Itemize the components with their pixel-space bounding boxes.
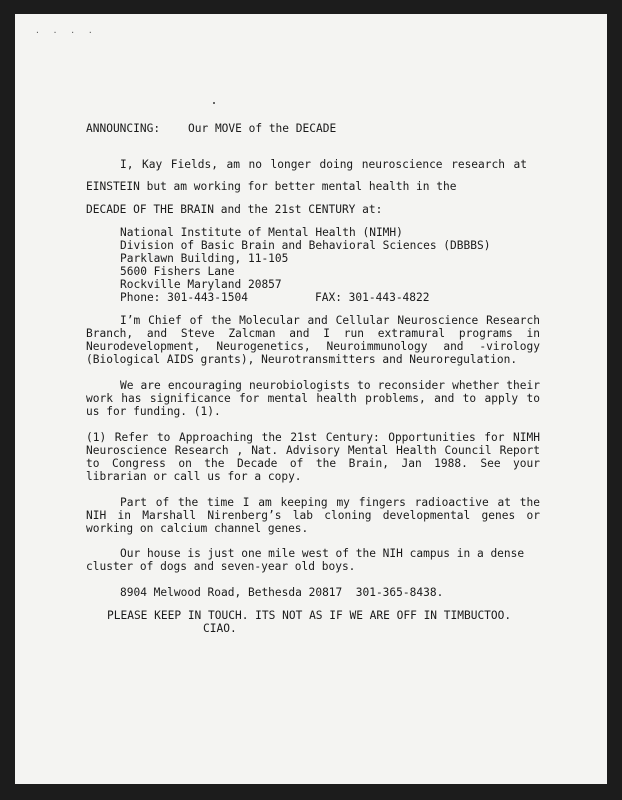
intro-line-3: DECADE OF THE BRAIN and the 21st CENTURY at:: [86, 203, 383, 216]
footnote-line-2: Neuroscience Research , Nat. Advisory Mental Health Council Report: [86, 444, 540, 457]
announcing-label: ANNOUNCING:: [86, 122, 161, 135]
footnote-line-4: librarian or call us for a copy.: [86, 470, 302, 483]
home-address: 8904 Melwood Road, Bethesda 20817 301-365-8438.: [120, 586, 444, 599]
house-line-2: cluster of dogs and seven-year old boys.: [86, 560, 356, 573]
chief-line-3: Neurodevelopment, Neurogenetics, Neuroimmunology and -virology: [86, 340, 540, 353]
intro-line-2: EINSTEIN but am working for better mental health in the: [86, 180, 457, 193]
announcing-title: Our MOVE of the DECADE: [188, 122, 337, 135]
document-page: [15, 14, 607, 784]
scan-dot: [213, 102, 215, 104]
footnote-line-1: (1) Refer to Approaching the 21st Century: Opportunities for NIMH: [86, 431, 540, 444]
encourage-line-1: We are encouraging neurobiologists to reconsider whether their: [120, 379, 540, 392]
closing-line: PLEASE KEEP IN TOUCH. ITS NOT AS IF WE ARE OFF IN TIMBUCTOO.: [107, 609, 512, 622]
fax-number: FAX: 301-443-4822: [315, 291, 430, 304]
address-line-2: Division of Basic Brain and Behavioral Sciences (DBBBS): [120, 239, 491, 252]
address-line-3: Parklawn Building, 11-105: [120, 252, 289, 265]
encourage-line-3: us for funding. (1).: [86, 405, 221, 418]
address-line-1: National Institute of Mental Health (NIMH): [120, 226, 403, 239]
address-line-5: Rockville Maryland 20857: [120, 278, 282, 291]
signoff: CIAO.: [203, 622, 237, 635]
house-line-1: Our house is just one mile west of the NIH campus in a dense: [120, 547, 525, 560]
intro-line-1: I, Kay Fields, am no longer doing neuroscience research at: [120, 158, 527, 171]
footnote-line-3: to Congress on the Decade of the Brain, Jan 1988. See your: [86, 457, 540, 470]
chief-line-2: Branch, and Steve Zalcman and I run extramural programs in: [86, 327, 540, 340]
lab-line-1: Part of the time I am keeping my fingers radioactive at the: [120, 496, 540, 509]
phone-number: Phone: 301-443-1504: [120, 291, 248, 304]
chief-line-1: I’m Chief of the Molecular and Cellular Neuroscience Research: [120, 314, 540, 327]
lab-line-2: NIH in Marshall Nirenberg’s lab cloning developmental genes or: [86, 509, 540, 522]
chief-line-4: (Biological AIDS grants), Neurotransmitters and Neuroregulation.: [86, 353, 518, 366]
scan-specks: · · · ·: [35, 28, 97, 37]
lab-line-3: working on calcium channel genes.: [86, 522, 309, 535]
encourage-line-2: work has significance for mental health problems, and to apply to: [86, 392, 540, 405]
address-line-4: 5600 Fishers Lane: [120, 265, 235, 278]
